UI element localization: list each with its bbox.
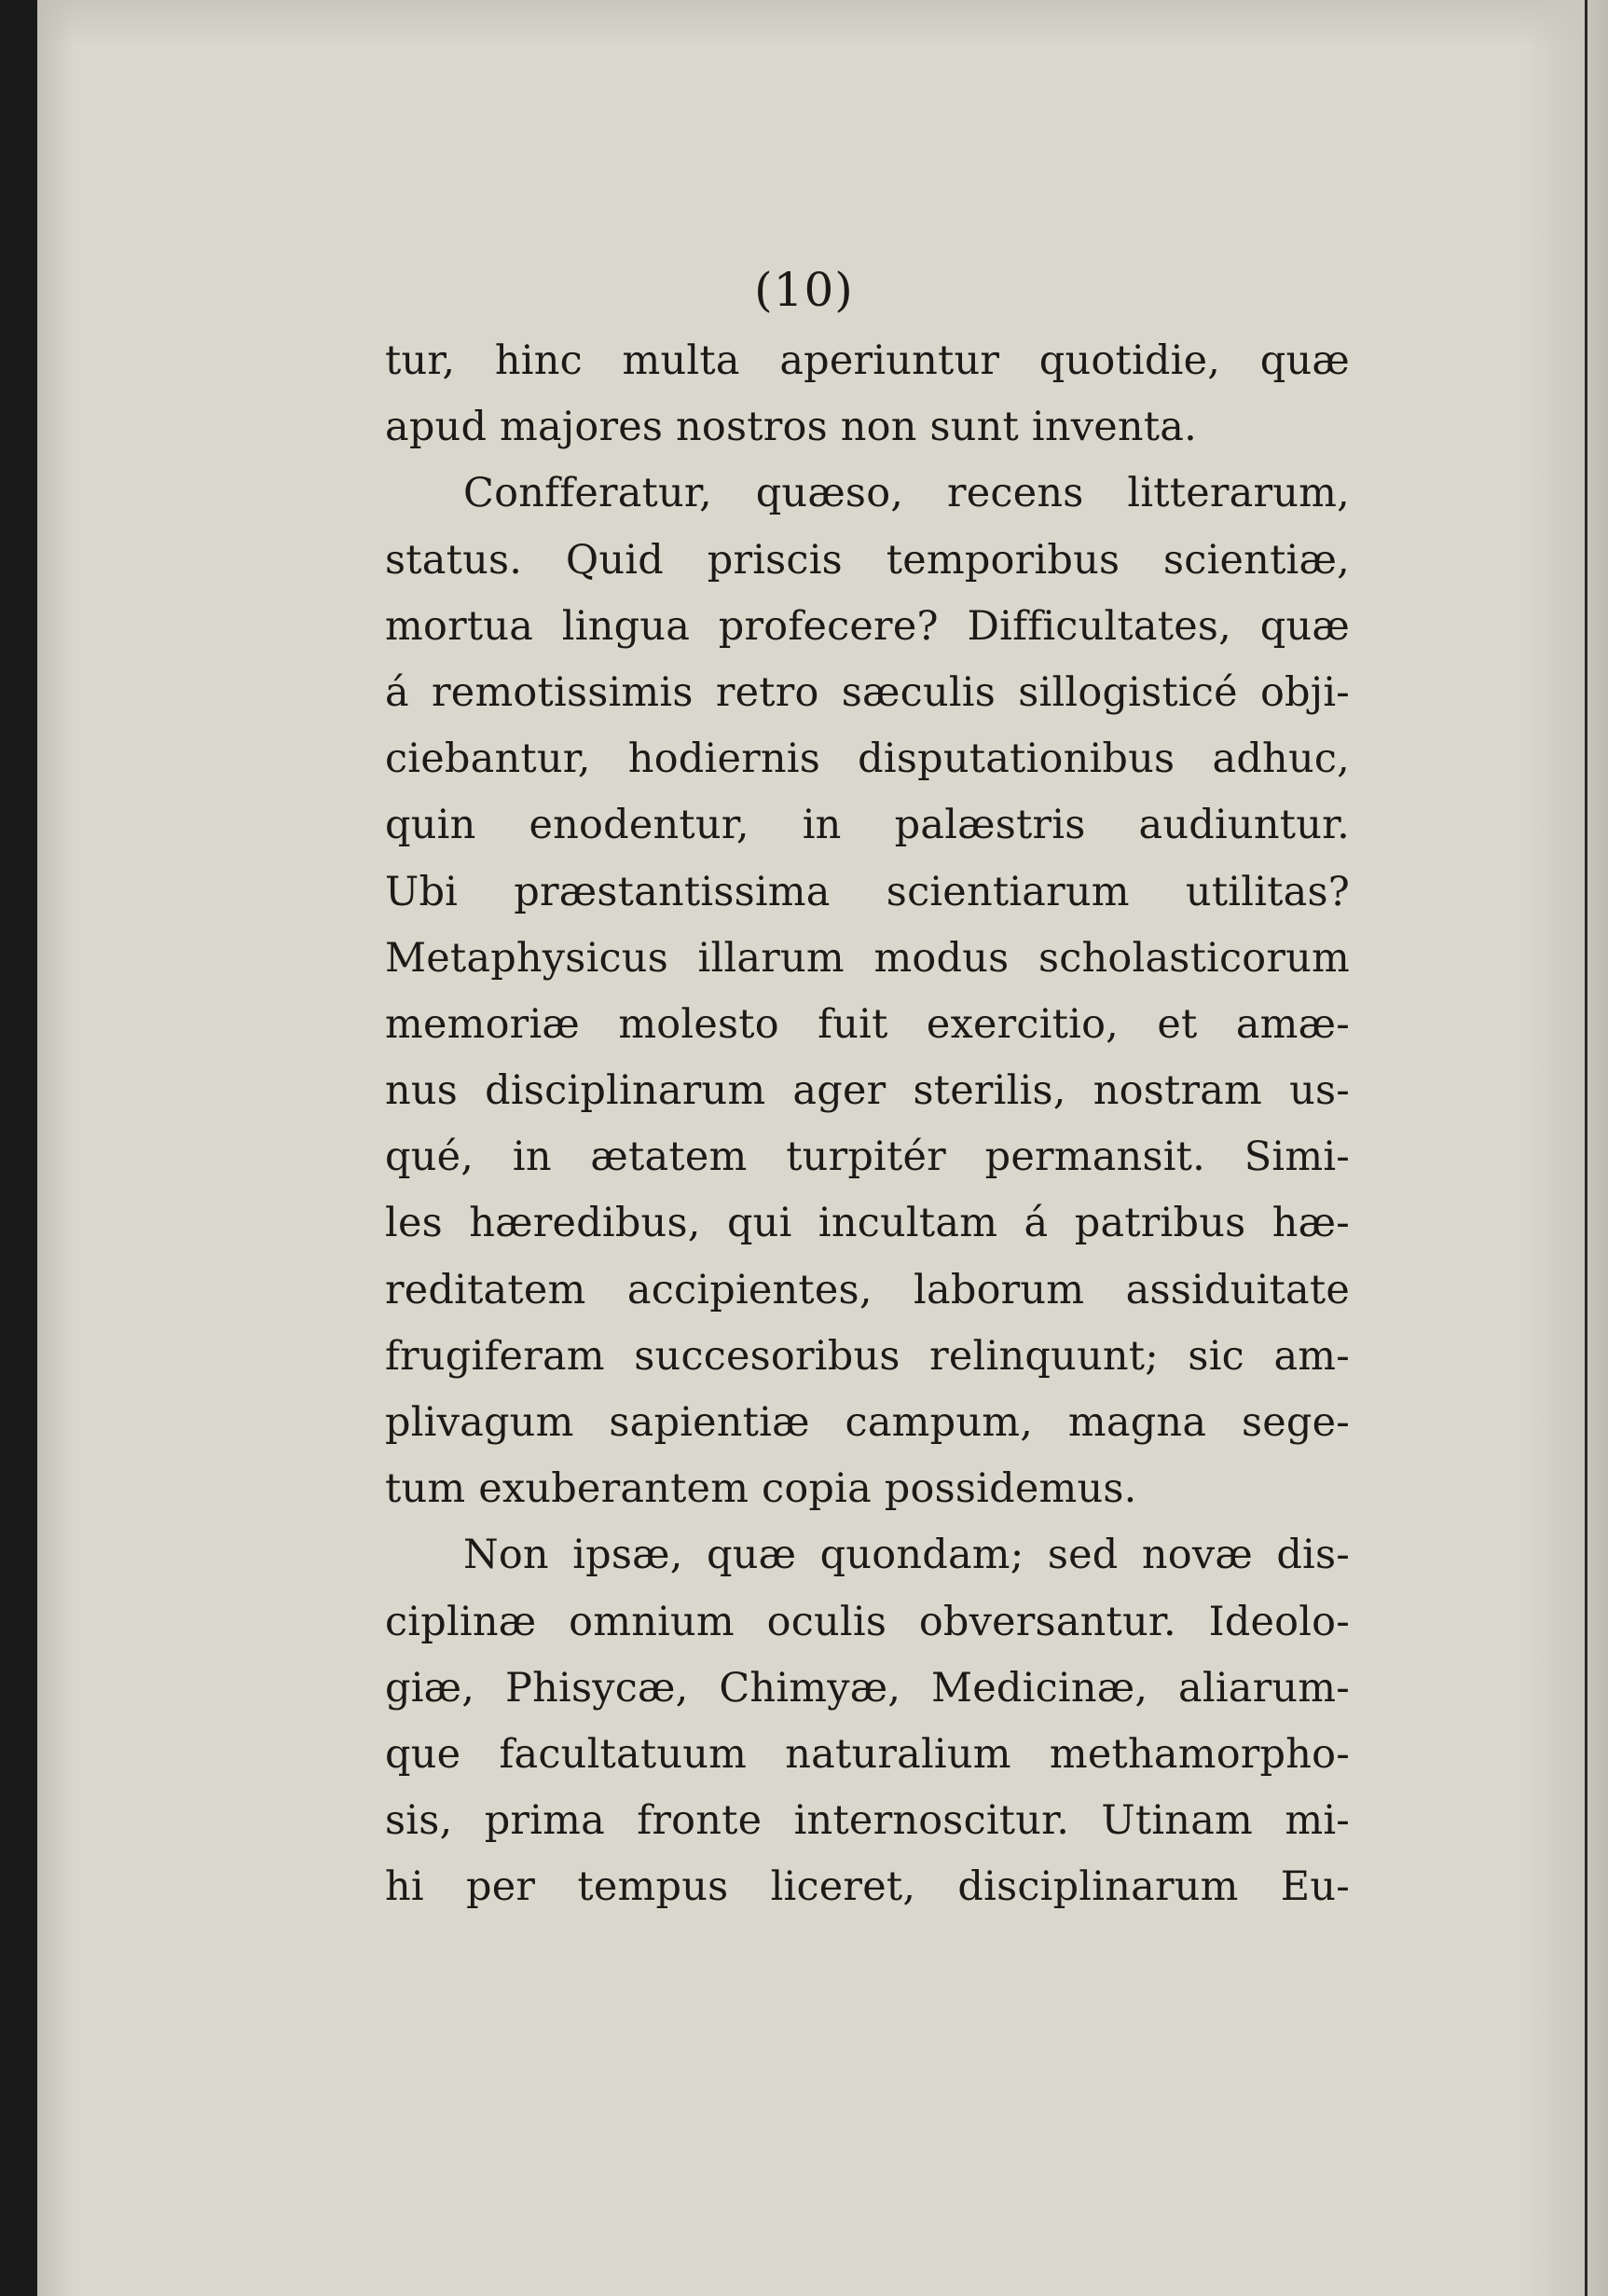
text-line: tum exuberantem copia possidemus. <box>385 1465 1137 1513</box>
text-line: ciplinæ omnium oculis obversantur. Ideolo- <box>385 1598 1350 1645</box>
paper-shadow-right <box>1524 0 1608 2296</box>
text-line: nus disciplinarum ager sterilis, nostram us- <box>385 1067 1350 1115</box>
paper-shadow-top <box>37 0 1608 47</box>
text-line: memoriæ molesto fuit exercitio, et amæ- <box>385 1000 1350 1048</box>
text-line: status. Quid priscis temporibus scientiæ, <box>385 536 1350 584</box>
text-line: frugiferam succesoribus relinquunt; sic am- <box>385 1332 1350 1380</box>
text-line: sis, prima fronte internoscitur. Utinam mi- <box>385 1797 1350 1845</box>
text-line: mortua lingua profecere? Difficultates, quæ <box>385 602 1350 650</box>
text-line: hi per tempus liceret, disciplinarum Eu- <box>385 1863 1350 1911</box>
text-line: que facultatuum naturalium methamorpho- <box>385 1730 1350 1778</box>
text-line: giæ, Phisycæ, Chimyæ, Medicinæ, aliarum- <box>385 1664 1350 1712</box>
body-text <box>385 328 1350 1921</box>
text-line: quin enodentur, in palæstris audiuntur. <box>385 802 1350 849</box>
text-line: Ubi præstantissima scientiarum utilitas? <box>385 868 1350 915</box>
text-line: les hæredibus, qui incultam á patribus hæ- <box>385 1200 1350 1247</box>
paper-edge-line <box>1585 0 1587 2296</box>
text-line: plivagum sapientiæ campum, magna sege- <box>385 1399 1350 1446</box>
text-line: ciebantur, hodiernis disputationibus adhuc, <box>385 736 1350 783</box>
text-line: tur, hinc multa aperiuntur quotidie, quæ <box>385 337 1350 384</box>
page-number: (10) <box>754 263 854 317</box>
text-line: reditatem accipientes, laborum assiduitate <box>385 1266 1350 1313</box>
paper-shadow-left <box>37 0 75 2296</box>
text-line: á remotissimis retro sæculis sillogisticé obji- <box>385 668 1350 716</box>
text-line: qué, in ætatem turpitér permansit. Simi- <box>385 1134 1350 1181</box>
paragraph-first-line: Confferatur, quæso, recens litterarum, <box>463 470 1350 517</box>
text-line: Metaphysicus illarum modus scholasticorum <box>385 934 1350 982</box>
paragraph-first-line: Non ipsæ, quæ quondam; sed novæ dis- <box>463 1532 1350 1579</box>
text-line: apud majores nostros non sunt inventa. <box>385 404 1197 451</box>
